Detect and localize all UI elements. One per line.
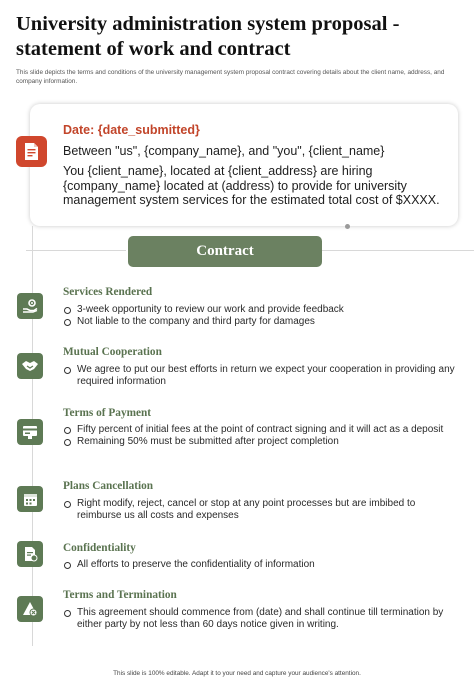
- list-item: Not liable to the company and third party for damages: [63, 316, 458, 328]
- section-title-termination: Terms and Termination: [63, 589, 177, 601]
- list-item: All efforts to preserve the confidentiality of information: [63, 559, 458, 571]
- handshake-icon: [17, 353, 43, 379]
- document-lock-icon: [17, 541, 43, 567]
- section-title-services: Services Rendered: [63, 286, 153, 298]
- divider-right: [322, 250, 474, 251]
- footer-note: This slide is 100% editable. Adapt it to your need and capture your audience's attention.: [113, 670, 361, 677]
- section-list-confidentiality: [63, 559, 458, 571]
- page-title: University administration system proposal - statement of work and contract: [16, 13, 400, 60]
- section-list-services: [63, 304, 458, 328]
- section-list-payment: [63, 424, 458, 448]
- section-title-cancellation: Plans Cancellation: [63, 480, 154, 492]
- date-submitted-label: Date: {date_submitted}: [63, 123, 200, 137]
- payment-icon: [17, 419, 43, 445]
- divider-left: [26, 250, 126, 251]
- list-item: Fifty percent of initial fees at the point of contract signing and it will act as a deposit: [63, 424, 458, 436]
- parties-line: Between "us", {company_name}, and "you", {client_name}: [63, 144, 385, 158]
- hiring-statement: You {client_name}, located at {client_address} are hiring {company_name} located at (address) to provide for university management system services for the estimated total cost of $XXXX.: [63, 164, 440, 208]
- document-icon: [16, 136, 47, 167]
- list-item: Remaining 50% must be submitted after project completion: [63, 436, 458, 448]
- list-item: We agree to put our best efforts in return we expect your cooperation in providing any required information: [63, 364, 458, 388]
- terms-icon: [17, 596, 43, 622]
- connector-dot: [345, 224, 350, 229]
- section-title-payment: Terms of Payment: [63, 407, 152, 419]
- page-subtitle: This slide depicts the terms and conditions of the university management system proposal contract covering details about the client name, address, and company information.: [16, 69, 445, 85]
- contract-heading: Contract: [128, 236, 322, 267]
- list-item: 3-week opportunity to review our work and provide feedback: [63, 304, 458, 316]
- section-list-termination: [63, 607, 458, 631]
- calendar-icon: [17, 486, 43, 512]
- section-title-confidentiality: Confidentiality: [63, 542, 136, 554]
- hand-gear-icon: [17, 293, 43, 319]
- section-title-cooperation: Mutual Cooperation: [63, 346, 162, 358]
- section-list-cooperation: [63, 364, 458, 388]
- list-item: This agreement should commence from (date) and shall continue till termination by either party by not less than 60 days notice given in writing.: [63, 607, 458, 631]
- section-list-cancellation: [63, 498, 458, 522]
- list-item: Right modify, reject, cancel or stop at any point processes but are imbibed to reimburse us all costs and expenses: [63, 498, 458, 522]
